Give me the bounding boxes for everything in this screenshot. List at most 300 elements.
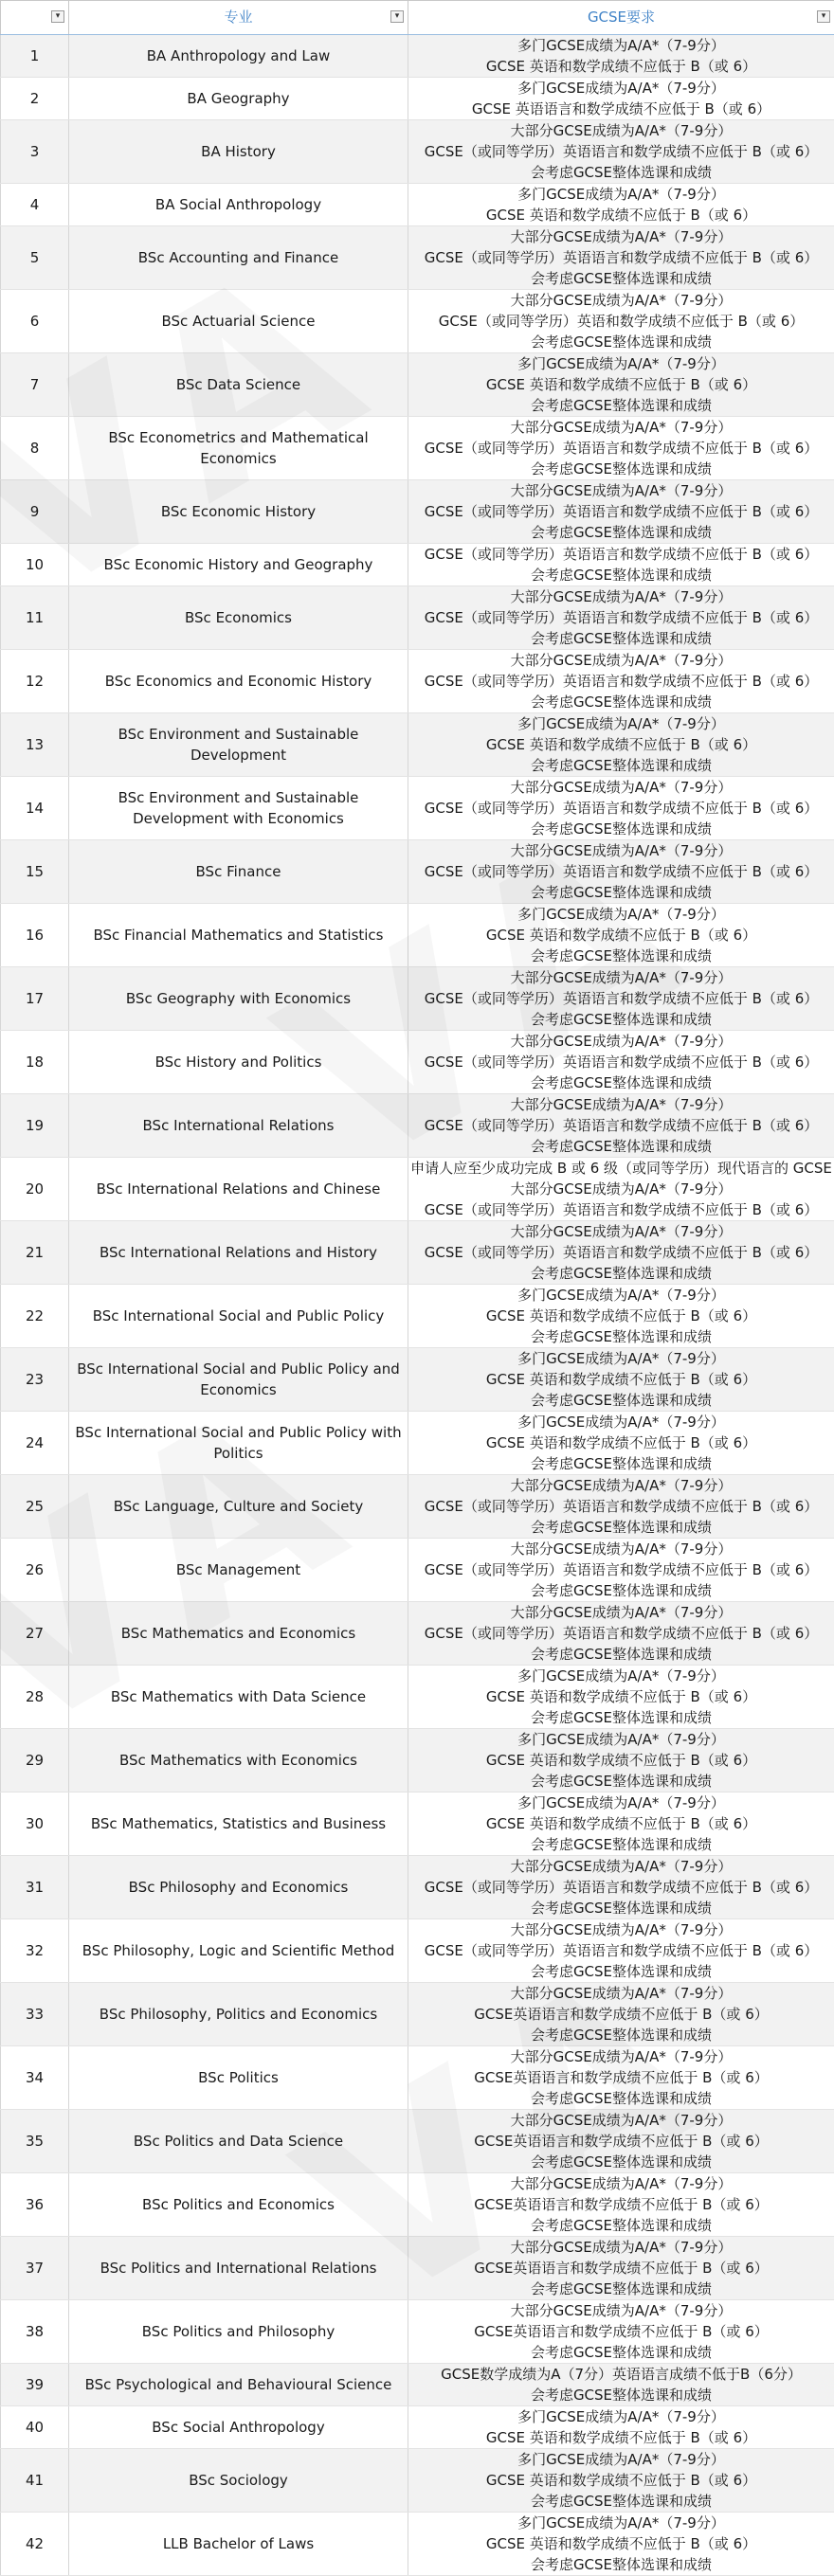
requirement-line: 大部分GCSE成绩为A/A*（7-9分） [410,777,832,798]
gcse-requirement-cell [408,1666,834,1729]
row-index-cell: 37 [1,2237,69,2300]
gcse-requirement-cell [408,2449,834,2513]
requirement-line: 大部分GCSE成绩为A/A*（7-9分） [410,967,832,988]
requirement-line: 大部分GCSE成绩为A/A*（7-9分） [410,2237,832,2258]
requirement-line: 大部分GCSE成绩为A/A*（7-9分） [410,1031,832,1052]
table-row[interactable] [1,417,834,480]
row-index-cell: 15 [1,840,69,904]
requirement-line: 大部分GCSE成绩为A/A*（7-9分） [410,417,832,438]
major-name: BSc Mathematics with Data Science [71,1686,406,1707]
row-index-cell: 16 [1,904,69,967]
table-row[interactable] [1,2364,834,2406]
requirement-line: 多门GCSE成绩为A/A*（7-9分） [410,35,832,56]
row-index-cell: 5 [1,226,69,290]
requirement-line: 多门GCSE成绩为A/A*（7-9分） [410,1412,832,1432]
major-name: BSc International Social and Public Policy [71,1306,406,1326]
requirement-line: 多门GCSE成绩为A/A*（7-9分） [410,1285,832,1306]
gcse-requirement-cell [408,35,834,78]
requirement-line: 会考虑GCSE整体选课和成绩 [410,882,832,903]
requirement-line: GCSE 英语和数学成绩不应低于 B（或 6） [410,2533,832,2554]
gcse-requirement-cell [408,120,834,184]
requirement-line: 大部分GCSE成绩为A/A*（7-9分） [410,1856,832,1877]
requirement-line: 会考虑GCSE整体选课和成绩 [410,1453,832,1474]
major-cell [69,1539,408,1602]
filter-dropdown-icon[interactable]: ▾ [390,10,404,23]
major-name: BSc Environment and Sustainable Development with Economics [71,787,406,829]
table-row[interactable] [1,2300,834,2364]
table-row[interactable] [1,2173,834,2237]
requirement-line: GCSE英语语言和数学成绩不应低于 B（或 6） [410,2194,832,2215]
major-cell [69,120,408,184]
row-index-cell: 7 [1,353,69,417]
major-cell [69,226,408,290]
gcse-requirement-cell [408,2173,834,2237]
requirement-line: 会考虑GCSE整体选课和成绩 [410,565,832,585]
requirement-line: 会考虑GCSE整体选课和成绩 [410,2215,832,2236]
major-name: BSc Mathematics and Economics [71,1623,406,1644]
major-name: BSc Language, Culture and Society [71,1496,406,1517]
major-name: BSc Sociology [71,2470,406,2491]
requirement-line: GCSE（或同等学历）英语语言和数学成绩不应低于 B（或 6） [410,1115,832,1136]
row-index-cell: 19 [1,1094,69,1158]
filter-dropdown-icon[interactable]: ▾ [817,10,830,23]
row-index-cell: 18 [1,1031,69,1094]
requirement-line: 多门GCSE成绩为A/A*（7-9分） [410,1666,832,1686]
table-row[interactable] [1,1031,834,1094]
row-index-cell: 32 [1,1919,69,1983]
row-index-cell: 10 [1,544,69,586]
major-name: BSc Data Science [71,374,406,395]
requirement-line: 会考虑GCSE整体选课和成绩 [410,1834,832,1855]
major-cell [69,353,408,417]
table-row[interactable] [1,1666,834,1729]
requirement-line: 多门GCSE成绩为A/A*（7-9分） [410,2513,832,2533]
requirement-line: 会考虑GCSE整体选课和成绩 [410,395,832,416]
row-index-cell: 41 [1,2449,69,2513]
row-index-cell: 33 [1,1983,69,2046]
row-index-cell: 6 [1,290,69,353]
requirement-line: GCSE 英语和数学成绩不应低于 B（或 6） [410,374,832,395]
requirement-line: GCSE（或同等学历）英语语言和数学成绩不应低于 B（或 6） [410,1559,832,1580]
table-row[interactable] [1,777,834,840]
requirement-line: 会考虑GCSE整体选课和成绩 [410,2088,832,2109]
gcse-requirement-cell [408,78,834,120]
major-name: BSc Philosophy and Economics [71,1877,406,1898]
requirement-line: 会考虑GCSE整体选课和成绩 [410,1707,832,1728]
gcse-requirement-cell [408,2364,834,2406]
row-index-cell: 14 [1,777,69,840]
gcse-requirement-cell [408,353,834,417]
requirement-line: GCSE（或同等学历）英语语言和数学成绩不应低于 B（或 6） [410,1242,832,1263]
requirement-line: 大部分GCSE成绩为A/A*（7-9分） [410,226,832,247]
table-row[interactable] [1,480,834,544]
major-name: BSc Politics and Economics [71,2194,406,2215]
gcse-requirement-cell [408,1983,834,2046]
major-cell [69,713,408,777]
gcse-requirement-cell [408,2513,834,2576]
major-name: BSc Mathematics with Economics [71,1750,406,1771]
gcse-requirement-cell [408,2046,834,2110]
requirement-line: 大部分GCSE成绩为A/A*（7-9分） [410,1094,832,1115]
requirement-line: GCSE英语语言和数学成绩不应低于 B（或 6） [410,2321,832,2342]
requirement-line: 多门GCSE成绩为A/A*（7-9分） [410,713,832,734]
gcse-requirement-cell [408,417,834,480]
major-cell [69,1158,408,1221]
table-row[interactable] [1,1094,834,1158]
requirement-line: 会考虑GCSE整体选课和成绩 [410,1898,832,1918]
requirement-line: GCSE英语语言和数学成绩不应低于 B（或 6） [410,2004,832,2025]
major-cell [69,1031,408,1094]
gcse-requirement-cell [408,1919,834,1983]
table-row[interactable] [1,904,834,967]
major-cell [69,967,408,1031]
table-row[interactable] [1,1983,834,2046]
major-cell [69,480,408,544]
major-name: BSc Actuarial Science [71,311,406,332]
requirement-line: 多门GCSE成绩为A/A*（7-9分） [410,2449,832,2470]
requirement-line: 会考虑GCSE整体选课和成绩 [410,459,832,479]
gcse-requirement-cell [408,1856,834,1919]
gcse-requirement-cell [408,290,834,353]
major-cell [69,1475,408,1539]
requirement-line: 大部分GCSE成绩为A/A*（7-9分） [410,2173,832,2194]
major-cell [69,1856,408,1919]
row-index-cell: 8 [1,417,69,480]
gcse-requirement-cell [408,777,834,840]
requirement-line: 会考虑GCSE整体选课和成绩 [410,1644,832,1665]
gcse-requirement-cell [408,1285,834,1348]
major-name: BSc International Relations and Chinese [71,1179,406,1199]
requirement-line: GCSE（或同等学历）英语语言和数学成绩不应低于 B（或 6） [410,861,832,882]
gcse-requirement-cell [408,2406,834,2449]
major-cell [69,1666,408,1729]
gcse-requirement-cell [408,1792,834,1856]
requirement-line: 会考虑GCSE整体选课和成绩 [410,2491,832,2512]
gcse-requirement-cell [408,904,834,967]
requirement-line: 大部分GCSE成绩为A/A*（7-9分） [410,1221,832,1242]
major-name: BSc Management [71,1559,406,1580]
requirement-line: 会考虑GCSE整体选课和成绩 [410,692,832,712]
table-row[interactable] [1,1158,834,1221]
row-index-cell: 25 [1,1475,69,1539]
major-cell [69,2300,408,2364]
requirement-line: GCSE 英语和数学成绩不应低于 B（或 6） [410,205,832,225]
major-cell [69,777,408,840]
table-row[interactable] [1,290,834,353]
row-index-cell: 40 [1,2406,69,2449]
major-name: BSc Philosophy, Politics and Economics [71,2004,406,2025]
row-index-cell: 38 [1,2300,69,2364]
requirement-line: 会考虑GCSE整体选课和成绩 [410,2385,832,2405]
table-row[interactable] [1,184,834,226]
table-row[interactable] [1,1729,834,1792]
requirement-line: 大部分GCSE成绩为A/A*（7-9分） [410,2046,832,2067]
requirement-line: GCSE 英语和数学成绩不应低于 B（或 6） [410,1306,832,1326]
major-cell [69,1919,408,1983]
requirement-line: 会考虑GCSE整体选课和成绩 [410,1072,832,1093]
requirement-line: GCSE（或同等学历）英语语言和数学成绩不应低于 B（或 6） [410,501,832,522]
requirement-line: GCSE（或同等学历）英语语言和数学成绩不应低于 B（或 6） [410,988,832,1009]
requirement-line: 会考虑GCSE整体选课和成绩 [410,2279,832,2299]
gcse-requirement-cell [408,1475,834,1539]
requirement-line: GCSE英语语言和数学成绩不应低于 B（或 6） [410,2258,832,2279]
major-name: BSc Economic History [71,501,406,522]
requirement-line: 会考虑GCSE整体选课和成绩 [410,1961,832,1982]
row-index-cell: 28 [1,1666,69,1729]
requirement-line: 大部分GCSE成绩为A/A*（7-9分） [410,2110,832,2131]
requirement-line: GCSE（或同等学历）英语语言和数学成绩不应低于 B（或 6） [410,544,832,565]
requirement-line: 大部分GCSE成绩为A/A*（7-9分） [410,586,832,607]
filter-dropdown-icon[interactable]: ▾ [51,10,64,23]
gcse-requirement-cell [408,967,834,1031]
major-cell [69,1094,408,1158]
table-row[interactable] [1,2110,834,2173]
table-row[interactable] [1,1602,834,1666]
major-cell [69,2237,408,2300]
gcse-requirement-cell [408,586,834,650]
requirement-line: 会考虑GCSE整体选课和成绩 [410,268,832,289]
gcse-requirement-cell [408,1158,834,1221]
requirement-line: GCSE 英语和数学成绩不应低于 B（或 6） [410,1369,832,1390]
requirement-line: 大部分GCSE成绩为A/A*（7-9分） [410,480,832,501]
row-index-cell: 4 [1,184,69,226]
major-cell [69,2173,408,2237]
table-row[interactable] [1,2406,834,2449]
major-cell [69,2046,408,2110]
table-row[interactable] [1,586,834,650]
row-index-cell: 2 [1,78,69,120]
table-row[interactable] [1,1792,834,1856]
gcse-requirement-cell [408,1094,834,1158]
requirement-line: 会考虑GCSE整体选课和成绩 [410,162,832,183]
major-name: BA History [71,141,406,162]
row-index-cell: 31 [1,1856,69,1919]
requirement-line: 大部分GCSE成绩为A/A*（7-9分） [410,1983,832,2004]
gcse-requirement-cell [408,2300,834,2364]
major-name: LLB Bachelor of Laws [71,2533,406,2554]
row-index-cell: 24 [1,1412,69,1475]
table-row[interactable] [1,2513,834,2576]
requirement-line: 多门GCSE成绩为A/A*（7-9分） [410,2406,832,2427]
major-name: BSc Economics and Economic History [71,671,406,692]
header-gcse-label: GCSE要求 [408,1,834,34]
table-row[interactable] [1,2449,834,2513]
requirement-line: 多门GCSE成绩为A/A*（7-9分） [410,184,832,205]
major-cell [69,2364,408,2406]
gcse-requirement-cell [408,544,834,586]
table-row[interactable] [1,544,834,586]
table-row[interactable] [1,1919,834,1983]
major-cell [69,1792,408,1856]
requirement-line: 大部分GCSE成绩为A/A*（7-9分） [410,2300,832,2321]
major-cell [69,184,408,226]
major-cell [69,78,408,120]
major-name: BSc Politics and International Relations [71,2258,406,2279]
table-row[interactable] [1,78,834,120]
requirement-line: 多门GCSE成绩为A/A*（7-9分） [410,353,832,374]
requirement-line: 会考虑GCSE整体选课和成绩 [410,1771,832,1792]
requirement-line: GCSE数学成绩为A（7分）英语语言成绩不低于B（6分） [410,2364,832,2385]
row-index-cell: 21 [1,1221,69,1285]
major-name: BSc Economics [71,607,406,628]
requirement-line: 会考虑GCSE整体选课和成绩 [410,1009,832,1030]
requirement-line: 会考虑GCSE整体选课和成绩 [410,1390,832,1411]
requirement-line: 会考虑GCSE整体选课和成绩 [410,2152,832,2172]
table-row[interactable] [1,2046,834,2110]
requirement-line: 会考虑GCSE整体选课和成绩 [410,946,832,966]
table-row[interactable] [1,120,834,184]
gcse-requirement-cell [408,840,834,904]
major-name: BSc Psychological and Behavioural Science [71,2374,406,2395]
major-name: BSc Social Anthropology [71,2417,406,2438]
major-cell [69,1983,408,2046]
major-name: BA Anthropology and Law [71,45,406,66]
requirement-line: GCSE 英语和数学成绩不应低于 B（或 6） [410,925,832,946]
requirement-line: GCSE（或同等学历）英语语言和数学成绩不应低于 B（或 6） [410,1199,832,1220]
major-cell [69,2110,408,2173]
major-cell [69,586,408,650]
header-major-label: 专业 [69,1,408,34]
row-index-cell: 26 [1,1539,69,1602]
row-index-cell: 22 [1,1285,69,1348]
requirement-line: 会考虑GCSE整体选课和成绩 [410,1517,832,1538]
requirement-line: 多门GCSE成绩为A/A*（7-9分） [410,1348,832,1369]
requirement-line: 会考虑GCSE整体选课和成绩 [410,755,832,776]
major-name: BSc Philosophy, Logic and Scientific Method [71,1940,406,1961]
requirement-line: 会考虑GCSE整体选课和成绩 [410,1326,832,1347]
requirement-line: 会考虑GCSE整体选课和成绩 [410,522,832,543]
major-name: BSc Finance [71,861,406,882]
requirement-line: 大部分GCSE成绩为A/A*（7-9分） [410,840,832,861]
table-row[interactable] [1,1348,834,1412]
table-row[interactable] [1,1221,834,1285]
major-name: BSc Politics and Philosophy [71,2321,406,2342]
row-index-cell: 1 [1,35,69,78]
gcse-requirement-cell [408,650,834,713]
table-row[interactable] [1,1285,834,1348]
major-name: BA Social Anthropology [71,194,406,215]
requirement-line: 申请人应至少成功完成 B 或 6 级（或同等学历）现代语言的 GCSE [410,1158,832,1179]
row-index-cell: 12 [1,650,69,713]
table-row[interactable] [1,35,834,78]
row-index-cell: 42 [1,2513,69,2576]
gcse-requirement-cell [408,1348,834,1412]
major-name: BSc Politics [71,2067,406,2088]
gcse-requirement-cell [408,184,834,226]
table-row[interactable] [1,1475,834,1539]
gcse-requirement-cell [408,1412,834,1475]
table-row[interactable] [1,1539,834,1602]
table-row[interactable] [1,226,834,290]
major-cell [69,2406,408,2449]
requirement-line: 多门GCSE成绩为A/A*（7-9分） [410,1729,832,1750]
row-index-cell: 39 [1,2364,69,2406]
requirement-line: 大部分GCSE成绩为A/A*（7-9分） [410,120,832,141]
major-name: BSc Politics and Data Science [71,2131,406,2152]
row-index-cell: 36 [1,2173,69,2237]
table-row[interactable] [1,967,834,1031]
gcse-requirement-cell [408,713,834,777]
major-cell [69,1729,408,1792]
major-name: BSc Econometrics and Mathematical Economics [71,427,406,469]
major-name: BSc International Social and Public Policy with Politics [71,1422,406,1464]
table-row[interactable] [1,713,834,777]
requirement-line: 大部分GCSE成绩为A/A*（7-9分） [410,1179,832,1199]
header-index [1,1,69,35]
header-gcse [408,1,834,35]
major-name: BSc Financial Mathematics and Statistics [71,925,406,946]
requirement-line: GCSE（或同等学历）英语语言和数学成绩不应低于 B（或 6） [410,1623,832,1644]
major-cell [69,904,408,967]
requirement-line: 大部分GCSE成绩为A/A*（7-9分） [410,290,832,311]
major-name: BA Geography [71,88,406,109]
table-body [1,35,834,2576]
requirement-line: GCSE（或同等学历）英语语言和数学成绩不应低于 B（或 6） [410,438,832,459]
requirement-line: GCSE（或同等学历）英语语言和数学成绩不应低于 B（或 6） [410,247,832,268]
requirement-line: GCSE（或同等学历）英语语言和数学成绩不应低于 B（或 6） [410,1052,832,1072]
major-cell [69,290,408,353]
requirement-line: 会考虑GCSE整体选课和成绩 [410,2025,832,2045]
major-cell [69,544,408,586]
row-index-cell: 23 [1,1348,69,1412]
requirement-line: 多门GCSE成绩为A/A*（7-9分） [410,1792,832,1813]
row-index-cell: 20 [1,1158,69,1221]
requirement-line: GCSE（或同等学历）英语语言和数学成绩不应低于 B（或 6） [410,671,832,692]
row-index-cell: 29 [1,1729,69,1792]
header-row [1,1,834,35]
requirement-line: GCSE 英语和数学成绩不应低于 B（或 6） [410,1750,832,1771]
gcse-requirement-cell [408,226,834,290]
table-row[interactable] [1,1412,834,1475]
table-row[interactable] [1,1856,834,1919]
major-cell [69,2449,408,2513]
requirement-line: 会考虑GCSE整体选课和成绩 [410,1580,832,1601]
gcse-requirement-cell [408,1221,834,1285]
requirement-line: 多门GCSE成绩为A/A*（7-9分） [410,904,832,925]
requirement-line: GCSE（或同等学历）英语语言和数学成绩不应低于 B（或 6） [410,1940,832,1961]
major-name: BSc International Relations and History [71,1242,406,1263]
requirement-line: GCSE 英语和数学成绩不应低于 B（或 6） [410,1432,832,1453]
requirement-line: 大部分GCSE成绩为A/A*（7-9分） [410,650,832,671]
gcse-requirement-cell [408,1729,834,1792]
major-name: BSc International Relations [71,1115,406,1136]
requirement-line: 会考虑GCSE整体选课和成绩 [410,2554,832,2575]
gcse-requirement-cell [408,2237,834,2300]
gcse-requirement-cell [408,480,834,544]
major-cell [69,417,408,480]
major-cell [69,1221,408,1285]
major-cell [69,1348,408,1412]
row-index-cell: 27 [1,1602,69,1666]
major-cell [69,35,408,78]
requirement-line: 会考虑GCSE整体选课和成绩 [410,332,832,352]
major-name: BSc History and Politics [71,1052,406,1072]
major-name: BSc Economic History and Geography [71,554,406,575]
table-row[interactable] [1,353,834,417]
row-index-cell: 34 [1,2046,69,2110]
row-index-cell: 17 [1,967,69,1031]
header-major [69,1,408,35]
requirement-line: GCSE（或同等学历）英语语言和数学成绩不应低于 B（或 6） [410,798,832,819]
requirement-line: 会考虑GCSE整体选课和成绩 [410,1136,832,1157]
table-row[interactable] [1,650,834,713]
table-row[interactable] [1,2237,834,2300]
gcse-requirement-cell [408,1031,834,1094]
requirement-line: 大部分GCSE成绩为A/A*（7-9分） [410,1602,832,1623]
requirement-line: GCSE 英语和数学成绩不应低于 B（或 6） [410,2470,832,2491]
major-name: BSc International Social and Public Policy and Economics [71,1359,406,1400]
table-row[interactable] [1,840,834,904]
